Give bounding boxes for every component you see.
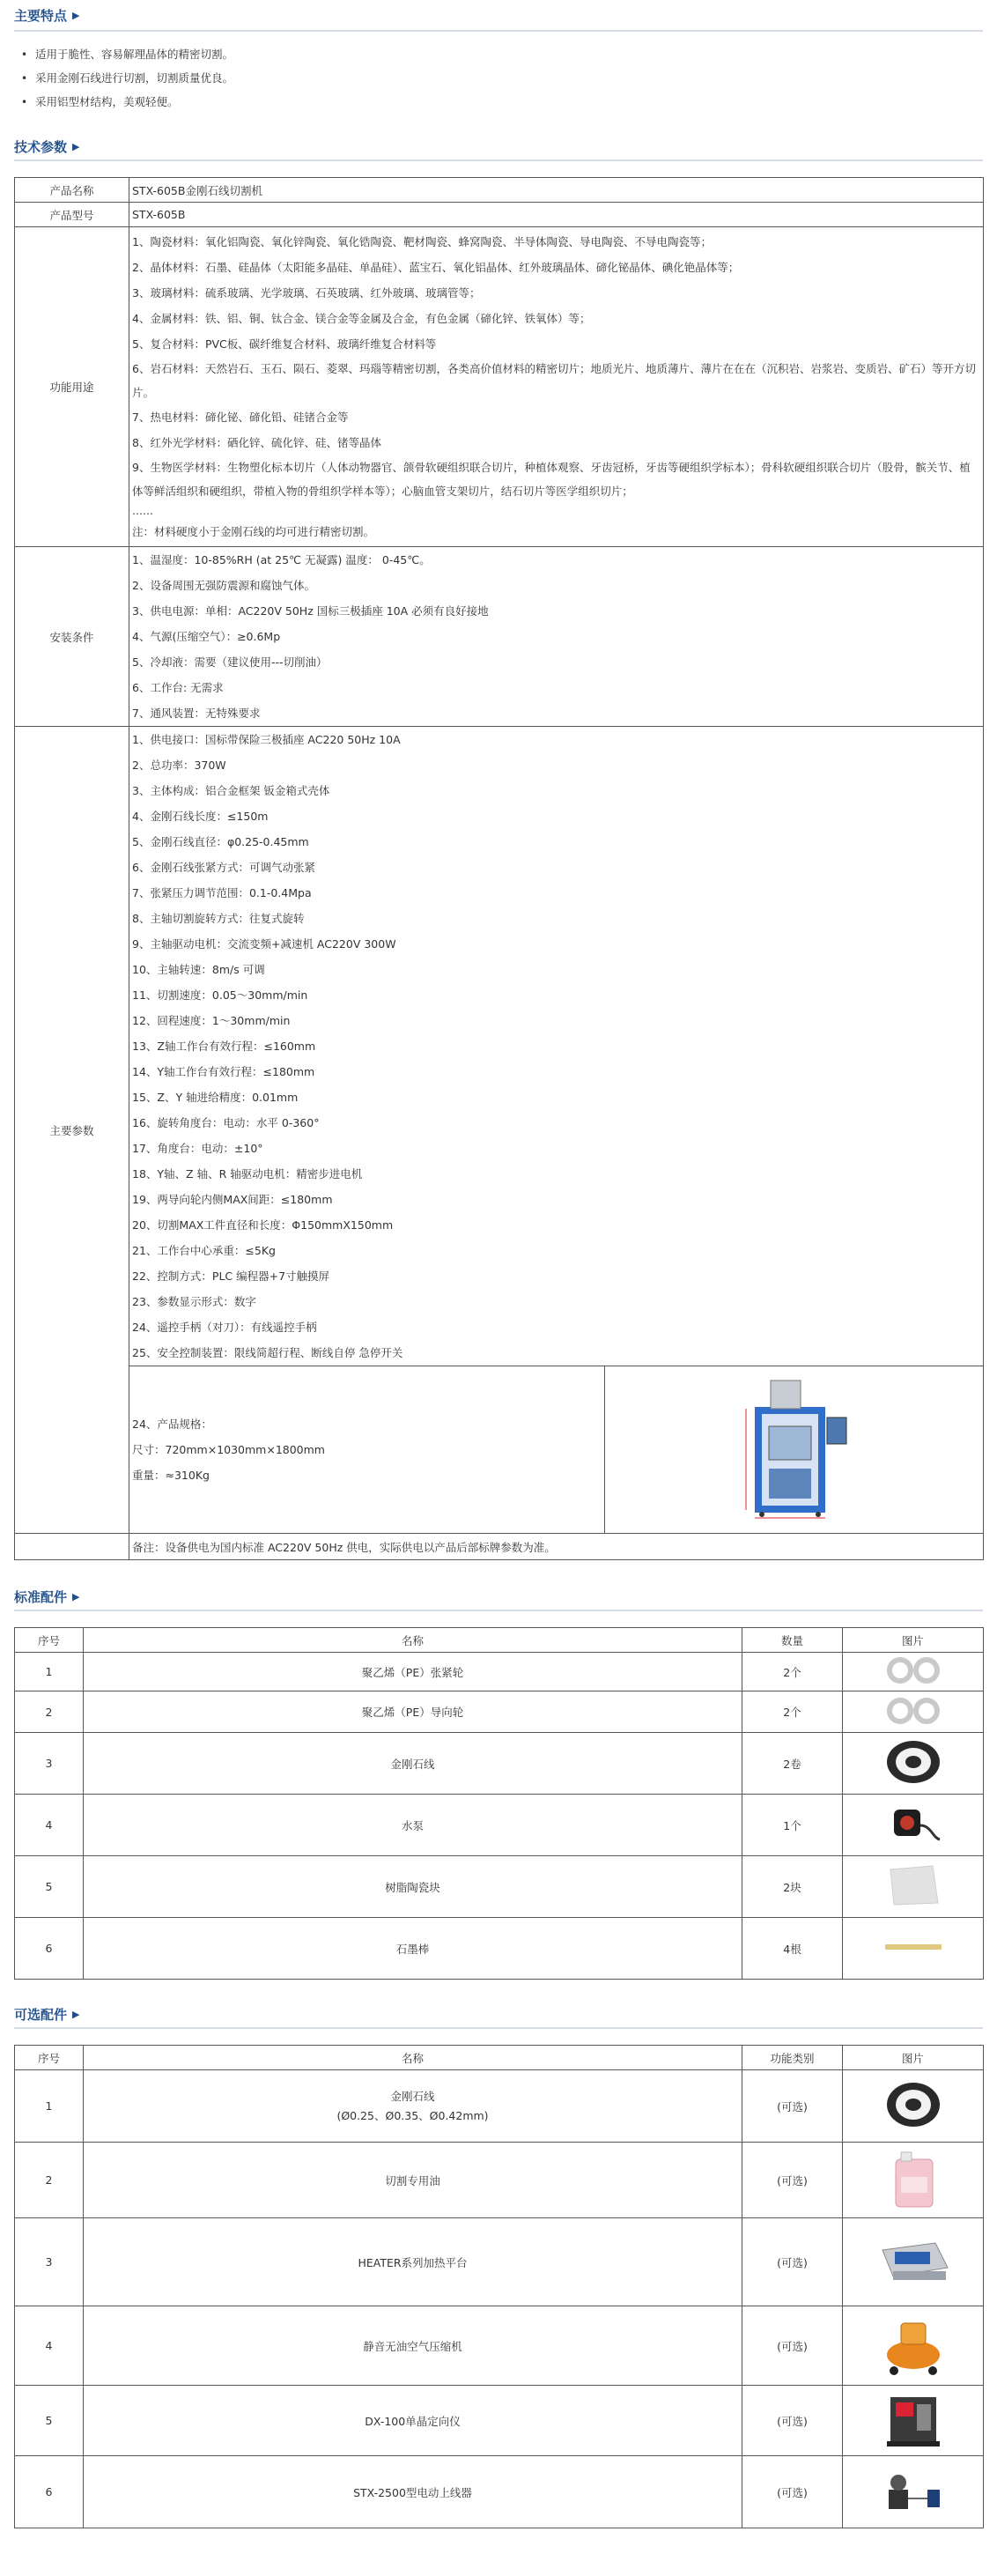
row-name: 石墨棒 bbox=[84, 1918, 742, 1980]
param-line: 23、参数显示形式：数字 bbox=[132, 1295, 256, 1308]
row-name-sub: (Ø0.25、Ø0.35、Ø0.42mm) bbox=[336, 2108, 489, 2122]
size-line: 重量：≈310Kg bbox=[132, 1469, 210, 1482]
param-line: 17、角度台：电动：±10° bbox=[132, 1142, 263, 1155]
spec-value: STX-605B金刚石线切割机 bbox=[129, 178, 984, 203]
section-divider bbox=[14, 1610, 983, 1611]
ceramic-block-icon bbox=[878, 1861, 949, 1910]
opt-title-text: 可选配件 bbox=[14, 2006, 68, 2023]
param-line: 3、主体构成：铝合金框架 钣金箱式壳体 bbox=[132, 784, 330, 797]
row-name: 切割专用油 bbox=[84, 2143, 742, 2218]
install-line: 4、气源(压缩空气）：≥0.6Mp bbox=[132, 630, 281, 643]
param-line: 1、供电接口：国标带保险三极插座 AC220 50Hz 10A bbox=[132, 733, 401, 746]
spec-row-note bbox=[15, 1534, 984, 1560]
row-image bbox=[843, 1653, 984, 1691]
section-divider bbox=[14, 2027, 983, 2029]
water-pump-icon bbox=[878, 1799, 949, 1848]
orientation-instrument-icon bbox=[878, 2388, 949, 2450]
row-number: 3 bbox=[15, 2218, 84, 2306]
row-qty: 1个 bbox=[742, 1795, 843, 1856]
row-image bbox=[843, 1856, 984, 1918]
bullet-icon: • bbox=[21, 48, 28, 61]
usage-line: 9、生物医学材料：生物塑化标本切片（人体动物器官、颌骨软硬组织联合切片，种植体观察、牙齿冠桥，牙齿等硬组织学标本）；骨科软硬组织联合切片（股骨，髌关节、植体等鲜活组织和硬组织，带植入物的骨组织学样本等）；心脑血管支架切片，结石切片等医学组织切片； bbox=[132, 461, 971, 498]
tech-title-text: 技术参数 bbox=[14, 138, 68, 155]
size-line: 尺寸：720mm×1030mm×1800mm bbox=[132, 1443, 325, 1456]
row-image bbox=[843, 2070, 984, 2143]
row-qty: 2卷 bbox=[742, 1733, 843, 1795]
param-line: 7、张紧压力调节范围：0.1-0.4Mpa bbox=[132, 886, 312, 899]
usage-line: 8、红外光学材料：硒化锌、硫化锌、硅、锗等晶体 bbox=[132, 436, 381, 449]
row-number: 4 bbox=[15, 2306, 84, 2386]
col-header: 序号 bbox=[15, 2046, 84, 2070]
main-params-cell bbox=[129, 727, 984, 1366]
spec-label: 主要参数 bbox=[15, 727, 129, 1534]
row-number: 5 bbox=[15, 1856, 84, 1918]
feature-list bbox=[14, 48, 983, 119]
machine-control-box bbox=[827, 1418, 846, 1444]
param-line: 25、安全控制装置：限线简超行程、断线自停 急停开关 bbox=[132, 1346, 403, 1359]
table-row bbox=[15, 1733, 984, 1795]
param-line: 10、主轴转速：8m/s 可调 bbox=[132, 963, 265, 976]
install-line: 3、供电电源：单相：AC220V 50Hz 国标三极插座 10A 必须有良好接地 bbox=[132, 604, 489, 618]
triangle-right-icon: ▶ bbox=[72, 1590, 80, 1603]
spec-label: 功能用途 bbox=[15, 227, 129, 547]
triangle-right-icon: ▶ bbox=[72, 9, 80, 21]
row-qty: 2个 bbox=[742, 1653, 843, 1691]
row-name: HEATER系列加热平台 bbox=[84, 2218, 742, 2306]
white-rings-icon bbox=[883, 1657, 944, 1684]
param-line: 13、Z轴工作台有效行程：≤160mm bbox=[132, 1040, 316, 1053]
param-line: 9、主轴驱动电机：交流变频+减速机 AC220V 300W bbox=[132, 937, 396, 951]
row-name: 金刚石线 bbox=[84, 1733, 742, 1795]
bullet-icon: • bbox=[21, 96, 28, 108]
param-line: 2、总功率：370W bbox=[132, 759, 226, 772]
feature-item: • 采用金刚石线进行切割，切割质量优良。 bbox=[21, 71, 234, 85]
machine-frame-left bbox=[755, 1409, 762, 1507]
row-image bbox=[843, 1918, 984, 1980]
section-divider bbox=[14, 159, 983, 161]
spec-label: 安装条件 bbox=[15, 547, 129, 727]
machine-head bbox=[771, 1381, 801, 1409]
usage-note: 注：材料硬度小于金刚石线的均可进行精密切割。 bbox=[132, 525, 375, 538]
row-image bbox=[843, 2386, 984, 2456]
table-row bbox=[15, 2386, 984, 2456]
spec-row-size bbox=[15, 1366, 984, 1534]
row-qty: 2块 bbox=[742, 1856, 843, 1918]
opt-title bbox=[14, 1999, 983, 2024]
feature-item: • 采用铝型材结构，美观轻便。 bbox=[21, 95, 179, 108]
usage-line: …… bbox=[132, 505, 153, 517]
table-row bbox=[15, 1856, 984, 1918]
usage-line: 3、玻璃材料：硫系玻璃、光学玻璃、石英玻璃、红外玻璃、玻璃管等； bbox=[132, 286, 481, 300]
spec-table bbox=[14, 177, 984, 1560]
row-number: 1 bbox=[15, 2070, 84, 2143]
install-line: 6、工作台: 无需求 bbox=[132, 681, 224, 694]
spec-value: STX-605B bbox=[129, 203, 984, 227]
note-cell: 备注：设备供电为国内标准 AC220V 50Hz 供电，实际供电以产品后部标牌参数为准。 bbox=[129, 1534, 984, 1560]
row-category: (可选) bbox=[742, 2386, 843, 2456]
install-line: 5、冷却液：需要（建议使用---切削油） bbox=[132, 655, 328, 669]
feature-item: • 适用于脆性、容易解理晶体的精密切割。 bbox=[21, 48, 234, 61]
row-name: 静音无油空气压缩机 bbox=[84, 2306, 742, 2386]
machine-wheel bbox=[816, 1512, 821, 1517]
graphite-rod-icon bbox=[878, 1938, 949, 1956]
row-number: 5 bbox=[15, 2386, 84, 2456]
param-line: 20、切割MAX工件直径和长度：Φ150mmX150mm bbox=[132, 1218, 394, 1232]
row-image bbox=[843, 2306, 984, 2386]
spec-row-install bbox=[15, 547, 984, 727]
install-line: 2、设备周围无强防震源和腐蚀气体。 bbox=[132, 579, 315, 592]
wire-loader-icon bbox=[878, 2463, 949, 2518]
std-header-row bbox=[15, 1628, 984, 1653]
table-row bbox=[15, 2306, 984, 2386]
features-title bbox=[14, 0, 983, 25]
machine-window bbox=[769, 1426, 811, 1460]
opt-table bbox=[14, 2045, 984, 2528]
row-number: 2 bbox=[15, 1691, 84, 1733]
row-image bbox=[843, 1733, 984, 1795]
spec-label: 产品名称 bbox=[15, 178, 129, 203]
section-divider bbox=[14, 30, 983, 32]
usage-line: 6、岩石材料：天然岩石、玉石、陨石、菱翠、玛瑙等精密切割，各类高价值材料的精密切片；地质光片、地质薄片、薄片在在在（沉积岩、岩浆岩、变质岩、矿石）等开方切片。 bbox=[132, 362, 976, 399]
row-name: STX-2500型电动上线器 bbox=[84, 2456, 742, 2528]
install-line: 7、通风装置：无特殊要求 bbox=[132, 707, 261, 720]
param-line: 21、工作台中心承重：≤5Kg bbox=[132, 1244, 276, 1257]
param-line: 8、主轴切割旋转方式：往复式旋转 bbox=[132, 912, 305, 925]
row-image bbox=[843, 2143, 984, 2218]
usage-line: 1、陶瓷材料：氧化铝陶瓷、氧化锌陶瓷、氧化锆陶瓷、靶材陶瓷、蜂窝陶瓷、半导体陶瓷、导电陶瓷、不导电陶瓷等； bbox=[132, 235, 712, 248]
table-row bbox=[15, 2218, 984, 2306]
install-cell bbox=[129, 547, 984, 727]
col-header: 数量 bbox=[742, 1628, 843, 1653]
machine-photo bbox=[728, 1373, 860, 1523]
row-number: 6 bbox=[15, 1918, 84, 1980]
table-row bbox=[15, 2070, 984, 2143]
row-image bbox=[843, 1795, 984, 1856]
row-qty: 2个 bbox=[742, 1691, 843, 1733]
col-header: 功能类别 bbox=[742, 2046, 843, 2070]
row-name: 聚乙烯（PE）张紧轮 bbox=[84, 1653, 742, 1691]
machine-frame-right bbox=[818, 1409, 825, 1507]
usage-line: 5、复合材料：PVC板、碳纤维复合材料、玻璃纤维复合材料等 bbox=[132, 337, 437, 351]
wire-spool-icon bbox=[878, 2078, 949, 2131]
row-number: 6 bbox=[15, 2456, 84, 2528]
col-header: 名称 bbox=[84, 2046, 742, 2070]
spec-label: 产品型号 bbox=[15, 203, 129, 227]
row-name: 树脂陶瓷块 bbox=[84, 1856, 742, 1918]
param-line: 4、金刚石线长度：≤150m bbox=[132, 810, 269, 823]
row-category: (可选) bbox=[742, 2070, 843, 2143]
heater-platform-icon bbox=[874, 2232, 953, 2289]
row-image bbox=[843, 2456, 984, 2528]
install-line: 1、温湿度：10-85%RH (at 25℃ 无凝露) 温度： 0-45℃。 bbox=[132, 553, 431, 566]
std-title-text: 标准配件 bbox=[14, 1588, 68, 1605]
table-row bbox=[15, 2456, 984, 2528]
tech-title bbox=[14, 131, 983, 156]
machine-panel bbox=[769, 1469, 811, 1499]
param-line: 11、切割速度：0.05～30mm/min bbox=[132, 988, 308, 1002]
row-name bbox=[84, 2070, 742, 2143]
size-line: 24、产品规格： bbox=[132, 1418, 212, 1431]
triangle-right-icon: ▶ bbox=[72, 2008, 80, 2020]
param-line: 15、Z、Y 轴进给精度：0.01mm bbox=[132, 1091, 299, 1104]
white-rings-icon bbox=[883, 1698, 944, 1724]
param-line: 16、旋转角度台：电动：水平 0-360° bbox=[132, 1116, 320, 1129]
param-line: 24、遥控手柄（对刀）：有线遥控手柄 bbox=[132, 1321, 317, 1334]
row-category: (可选) bbox=[742, 2143, 843, 2218]
col-header: 序号 bbox=[15, 1628, 84, 1653]
oil-jug-icon bbox=[878, 2147, 949, 2210]
triangle-right-icon: ▶ bbox=[72, 140, 80, 152]
size-cell bbox=[129, 1366, 605, 1534]
spec-row-name bbox=[15, 178, 984, 203]
row-name: 水泵 bbox=[84, 1795, 742, 1856]
usage-line: 7、热电材料：碲化铋、碲化铅、硅锗合金等 bbox=[132, 411, 349, 424]
spec-row-usage bbox=[15, 227, 984, 547]
usage-cell bbox=[129, 227, 984, 547]
table-row bbox=[15, 1795, 984, 1856]
row-name: DX-100单晶定向仪 bbox=[84, 2386, 742, 2456]
table-row bbox=[15, 1691, 984, 1733]
param-line: 19、两导向轮内侧MAX间距：≤180mm bbox=[132, 1193, 333, 1206]
std-title bbox=[14, 1581, 983, 1606]
table-row bbox=[15, 1653, 984, 1691]
note-label-cell bbox=[15, 1534, 129, 1560]
param-line: 22、控制方式：PLC 编程器+7寸触摸屏 bbox=[132, 1269, 330, 1283]
row-image bbox=[843, 2218, 984, 2306]
spec-row-model bbox=[15, 203, 984, 227]
wire-spool-icon bbox=[878, 1737, 949, 1787]
param-line: 12、回程速度：1～30mm/min bbox=[132, 1014, 291, 1027]
row-category: (可选) bbox=[742, 2456, 843, 2528]
bullet-icon: • bbox=[21, 72, 28, 85]
param-line: 18、Y轴、Z 轴、R 轴驱动电机：精密步进电机 bbox=[132, 1167, 363, 1181]
features-title-text: 主要特点 bbox=[14, 7, 68, 24]
table-row bbox=[15, 2143, 984, 2218]
param-line: 6、金刚石线张紧方式：可调气动张紧 bbox=[132, 861, 315, 874]
col-header: 名称 bbox=[84, 1628, 742, 1653]
param-line: 14、Y轴工作台有效行程：≤180mm bbox=[132, 1065, 315, 1078]
col-header: 图片 bbox=[843, 1628, 984, 1653]
usage-line: 4、金属材料：铁、铝、铜、钛合金、镁合金等金属及合金，有色金属（碲化锌、铁氧体）等； bbox=[132, 312, 591, 325]
machine-frame-base bbox=[755, 1506, 825, 1513]
usage-line: 2、晶体材料：石墨、硅晶体（太阳能多晶硅、单晶硅）、蓝宝石、氧化铝晶体、红外玻璃晶体、碲化铋晶体、碘化铯晶体等； bbox=[132, 261, 740, 274]
opt-header-row bbox=[15, 2046, 984, 2070]
std-table bbox=[14, 1627, 984, 1980]
row-image bbox=[843, 1691, 984, 1733]
row-number: 4 bbox=[15, 1795, 84, 1856]
row-name-line: 金刚石线 bbox=[390, 2089, 435, 2103]
machine-wheel bbox=[759, 1512, 764, 1517]
row-name: 聚乙烯（PE）导向轮 bbox=[84, 1691, 742, 1733]
machine-photo-cell bbox=[605, 1366, 984, 1534]
air-compressor-icon bbox=[878, 2311, 949, 2378]
row-qty: 4根 bbox=[742, 1918, 843, 1980]
table-row bbox=[15, 1918, 984, 1980]
row-number: 3 bbox=[15, 1733, 84, 1795]
row-number: 2 bbox=[15, 2143, 84, 2218]
row-number: 1 bbox=[15, 1653, 84, 1691]
spec-row-main bbox=[15, 727, 984, 1366]
row-category: (可选) bbox=[742, 2306, 843, 2386]
col-header: 图片 bbox=[843, 2046, 984, 2070]
param-line: 5、金刚石线直径：φ0.25-0.45mm bbox=[132, 835, 309, 848]
row-category: (可选) bbox=[742, 2218, 843, 2306]
